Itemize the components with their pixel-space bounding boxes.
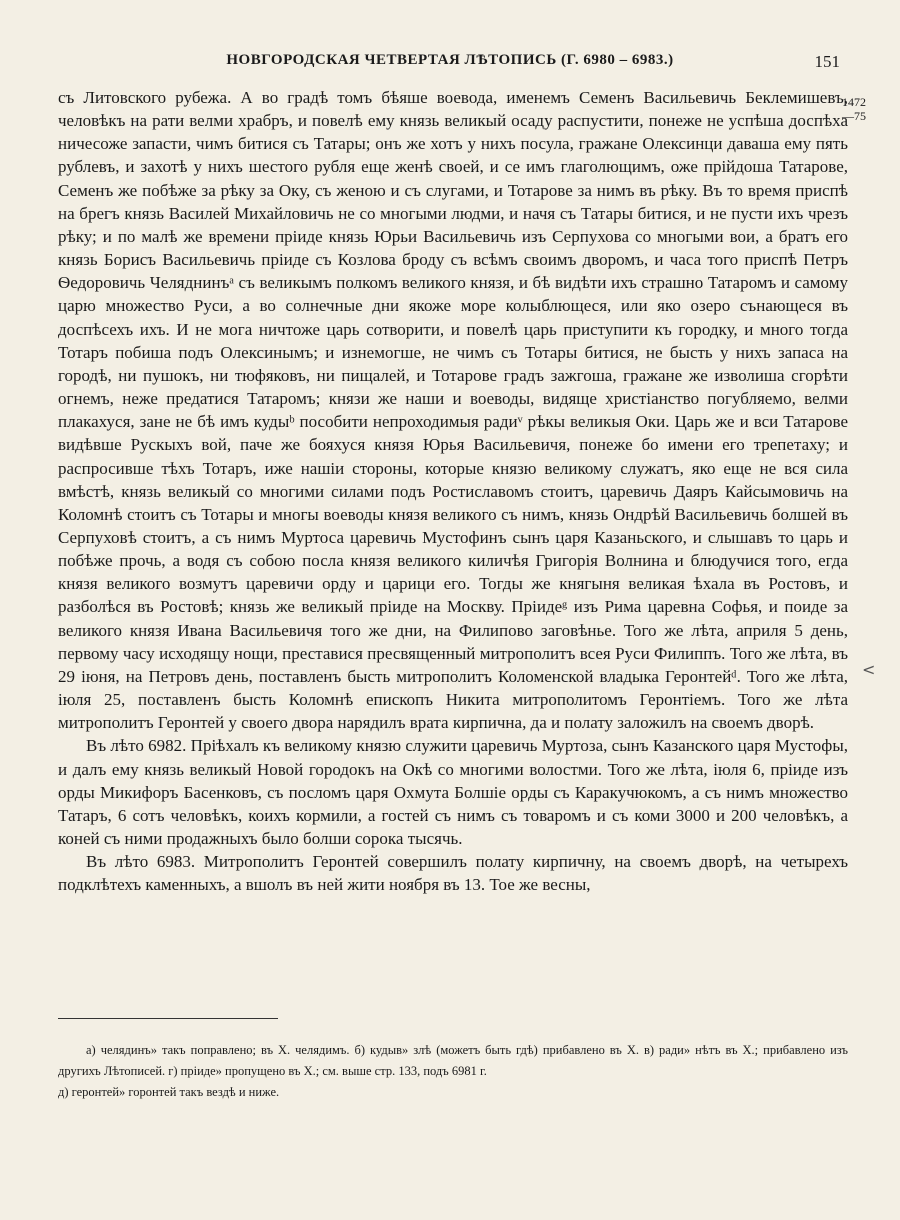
footnote-line-2: д) геронтей» горонтей такъ вездѣ и ниже. <box>58 1085 280 1099</box>
margin-pencil-mark: < <box>862 660 876 679</box>
running-title: НОВГОРОДСКАЯ ЧЕТВЕРТАЯ ЛѢТОПИСЬ (Г. 6980 – 6983.) <box>226 52 674 68</box>
footnote-divider <box>58 1018 278 1019</box>
page-number: 151 <box>814 52 840 71</box>
year-margin-bottom: —75 <box>842 109 866 123</box>
footnote-line-1: а) челядинъ» такъ поправлено; въ Х. челядимъ. б) кудыв» злѣ (можетъ быть гдѣ) прибавлено въ Х. в) ради» нѣтъ въ Х.; прибавлено изъ другихъ Лѣтописей. г) пріиде» пропущено въ Х.; см. выше стр. 133, подъ 6981 г. <box>58 1043 848 1078</box>
main-text <box>58 86 848 896</box>
footnotes <box>58 1040 848 1103</box>
paragraph-3: Въ лѣто 6983. Митрополитъ Геронтей совершилъ полату кирпичну, на своемъ дворѣ, на четырехъ подклѣтехъ каменныхъ, а вшолъ въ ней жити ноября въ 13. Тое же весны, <box>58 852 848 895</box>
year-margin-top: 1472 <box>842 95 866 109</box>
paragraph-2: Въ лѣто 6982. Пріѣхалъ къ великому князю служити царевичь Муртоза, сынъ Казанского царя Мустофы, и далъ ему князь великый Новой городокъ на Окѣ со многими волостми. Того же лѣта, іюля 6, пріиде изъ орды Микифоръ Басенковъ, съ посломъ царя Охмута Болшіе орды съ Каракучюкомъ, а съ нимъ множество Татаръ, 6 сотъ человѣкъ, коихъ кормили, а гостей съ нимъ съ товаромъ и съ коми 3000 и 200 человѣкъ, а коней съ ними продажныхъ было болши сорока тысячь. <box>58 736 848 848</box>
paragraph-1: съ Литовского рубежа. А во градѣ томъ бѣяше воевода, именемъ Семенъ Васильевичь Беклемишевъ, человѣкъ на рати велми храбръ, и повелѣ ему князь великый осаду распустити, понеже не успѣша доспѣха ничесоже запасти, чимъ битися съ Татары; онъ же хотъ у нихъ посула, гражане Олексинци даваша ему пять рублевъ, и захотѣ у нихъ шестого рубля еще женѣ своей, и се имъ глаголющимъ, оже прійдоша Татарове, Семенъ же побѣже за рѣку за Оку, съ женою и съ слугами, и Тотарове за нимъ въ рѣку. Въ то время приспѣ на брегъ князь Василей Михайловичь не со многыми людми, и начя съ Татары битися, и не пусти ихъ чрезъ рѣку; и по малѣ же времени пріиде князь Юрьи Васильевичь изъ Серпухова со многыми вои, а братъ его князь Борисъ Васильевичь пріиде съ Козлова броду съ всѣмъ своимъ дворомъ, и часа того приспѣ Петръ Ѳедоровичь Челяднинъᵃ съ великымъ полкомъ великого князя, и бѣ видѣти ихъ страшно Татаромъ и самому царю множество Руси, а во солнечные дни якоже море колыблющеся, или яко озеро сънающеся въ доспѣсехъ ихъ. И не мога ничтоже царь сотворити, и повелѣ царь приступити къ городку, и много тогда Тотаръ побиша подъ Олексинымъ; и изнемогше, не чимъ съ Тотары битися, не бысть у нихъ запаса на городѣ, ни пушокъ, ни тюфяковъ, ни пищалей, и Тотарове градъ зажгоша, гражане же изволиша сгорѣти огнемъ, неже предатися Татаромъ; князи же наши и воеводы, видяще христіанство погубляемо, велми плакахуся, зане не бѣ имъ кудыᵇ пособити непроходимыя радиᵛ рѣкы великыя Оки. Царь же и вси Татарове видѣвше Рускыхъ вой, паче же бояхуся князя Юрья Васильевичя, понеже бо имени его трепетаху; и распросивше тѣхъ Тотаръ, иже нашіи стороны, которые князю великому служатъ, яко еще не вся сила вмѣстѣ, князь великый со многими силами подъ Ростиславомъ стоитъ, царевичь Даяръ Кайсымовичь на Коломнѣ стоитъ съ Тотары и многы воеводы князя великого съ нимъ, князь Ондрѣй Васильевичь болшей въ Серпуховѣ стоитъ, а съ нимъ Муртоса царевичь Мустофинъ сынъ царя Казаньского, и слышавъ то царь и побѣже прочь, а водя съ собою посла князя великого киличѣя Григорія Волнина и блюдучися того, егда князя великого возмутъ царевичи орду и царици его. Тогды же княгыня великая ѣхала въ Ростовъ, и разболѣся въ Ростовѣ; князь же великый пріиде на Москву. Пріидеᵍ изъ Рима царевна Софья, и поиде за великого князя Ивана Васильевичя того же дни, на Филипово заговѣнье. Того же лѣта, априля 5 день, первому часу исходящу нощи, преставися пресвященный митрополитъ всея Руси Филиппъ. Того же лѣта, въ 29 іюня, на Петровъ день, поставленъ бысть митрополитъ Коломенской владыка Геронтейᵈ. Того же лѣта, іюля 25, поставленъ бысть Коломнѣ епископъ Никита митрополитомъ Геронтіемъ. Того же лѣта митрополитъ Геронтей у своего двора нарядилъ врата кирпична, да и полату заложилъ на своемъ дворѣ. <box>58 88 848 733</box>
year-margin-note <box>842 95 894 123</box>
